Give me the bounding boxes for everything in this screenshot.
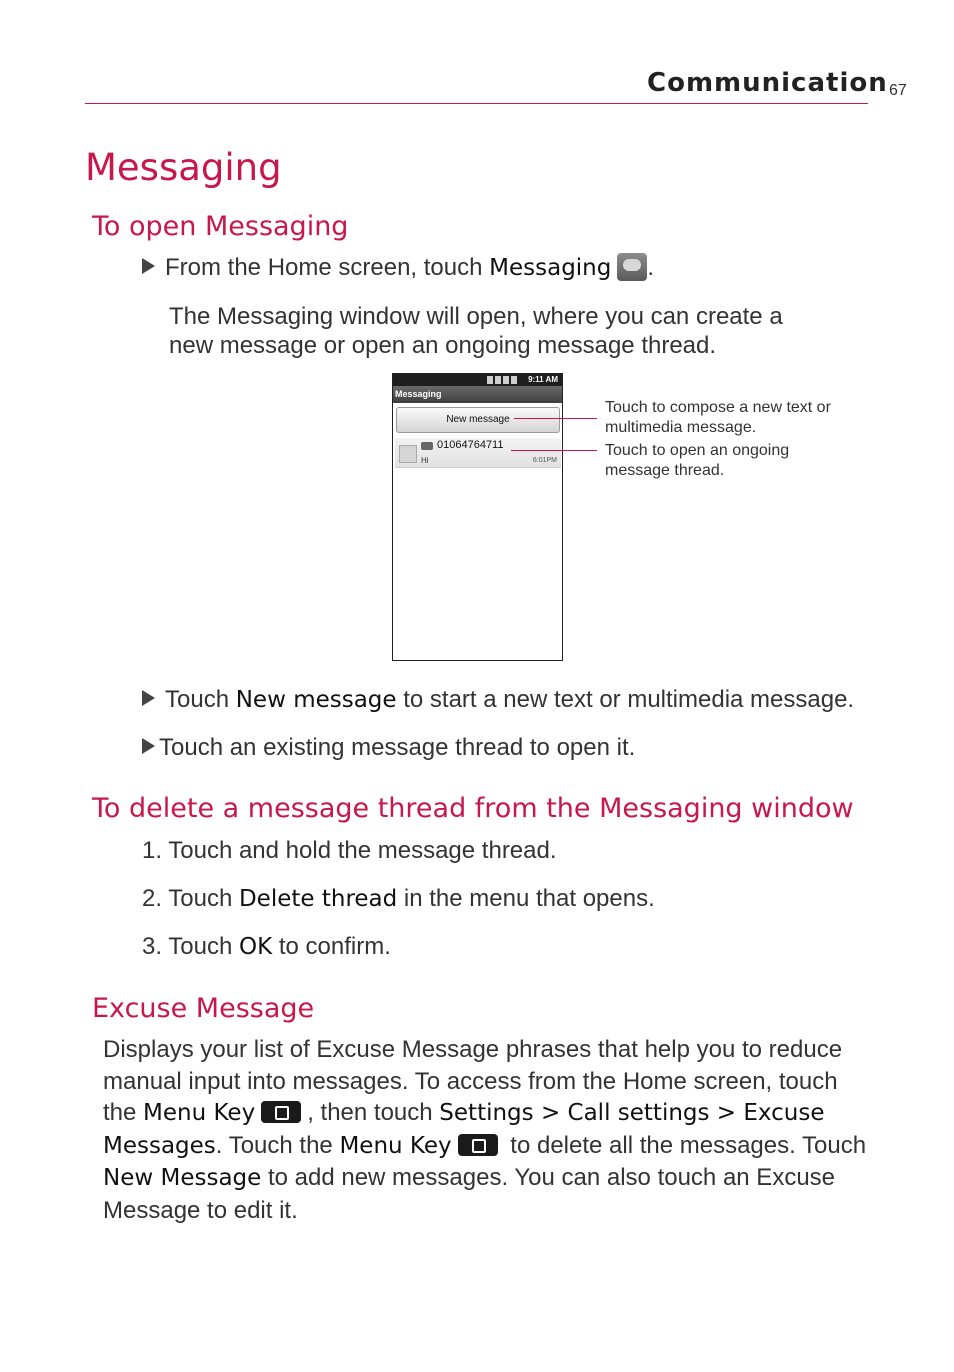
bullet-arrow-icon bbox=[142, 738, 155, 754]
callout-compose-line2: multimedia message. bbox=[605, 419, 757, 436]
message-icon bbox=[421, 442, 433, 450]
message-thread[interactable] bbox=[395, 438, 561, 468]
excuse-paragraph: Displays your list of Excuse Message phrases that help you to reduce manual input into messages. To access from the Home screen, touch the Menu Key , then touch Settings > Call settings > Excuse Messages. Touch the Menu Key to delete all the messages. Touch New Message to add new messages. You can also touch an Excuse Message to edit it. bbox=[103, 1036, 867, 1224]
new-message-term: New Message bbox=[103, 1165, 262, 1191]
status-icons bbox=[485, 376, 519, 384]
header-rule bbox=[85, 103, 868, 104]
bullet-new-message: Touch New message to start a new text or multimedia message. bbox=[142, 685, 854, 715]
status-bar bbox=[393, 374, 562, 386]
menu-key-icon bbox=[261, 1101, 301, 1123]
callout-compose bbox=[605, 398, 831, 438]
bullet-existing-thread: Touch an existing message thread to open it. bbox=[142, 733, 635, 763]
new-message-term: New message bbox=[235, 687, 397, 713]
open-description-line1: The Messaging window will open, where you can create a bbox=[169, 303, 783, 330]
open-step-bold: Messaging bbox=[489, 255, 612, 281]
delete-step-1: 1. Touch and hold the message thread. bbox=[142, 837, 557, 864]
thread-preview: Hi bbox=[421, 456, 429, 465]
settings-path-term: Settings > Call settings > Excuse Messages bbox=[103, 1100, 825, 1159]
delete-step-3: 3. Touch OK to confirm. bbox=[142, 933, 391, 960]
bullet-arrow-icon bbox=[142, 690, 155, 706]
phone-screenshot bbox=[392, 373, 563, 661]
contact-avatar-icon bbox=[399, 445, 417, 463]
thread-number: 01064764711 bbox=[437, 439, 504, 451]
callout-compose-line1: Touch to compose a new text or bbox=[605, 399, 831, 416]
messaging-app-icon bbox=[617, 253, 647, 281]
heading-excuse-message: Excuse Message bbox=[92, 993, 315, 1024]
page-title: Messaging bbox=[85, 146, 282, 189]
open-step bbox=[142, 253, 654, 283]
section-label: Communication bbox=[647, 68, 888, 98]
menu-key-term: Menu Key bbox=[339, 1132, 452, 1159]
menu-key-icon bbox=[458, 1134, 498, 1156]
delete-step-2: 2. Touch Delete thread in the menu that opens. bbox=[142, 885, 655, 912]
open-description-line2: new message or open an ongoing message thread. bbox=[169, 332, 717, 359]
menu-key-term: Menu Key bbox=[143, 1100, 256, 1126]
open-step-prefix: From the Home screen, touch bbox=[165, 254, 490, 281]
new-message-button[interactable]: New message bbox=[396, 407, 560, 433]
callout-thread bbox=[605, 441, 789, 481]
bullet-arrow-icon bbox=[142, 258, 155, 274]
open-step-suffix: . bbox=[647, 254, 655, 281]
thread-time: 6:01PM bbox=[532, 457, 557, 464]
page-number: 67 bbox=[889, 82, 907, 99]
callout-line-thread bbox=[511, 450, 597, 451]
callout-thread-line2: message thread. bbox=[605, 462, 725, 479]
app-title-bar: Messaging bbox=[393, 386, 562, 403]
callout-line-compose bbox=[514, 418, 597, 419]
status-time: 9:11 AM bbox=[528, 375, 558, 384]
heading-delete-thread: To delete a message thread from the Messaging window bbox=[92, 793, 854, 824]
heading-open-messaging: To open Messaging bbox=[92, 211, 349, 242]
ok-term: OK bbox=[238, 934, 273, 960]
delete-thread-term: Delete thread bbox=[238, 886, 398, 912]
callout-thread-line1: Touch to open an ongoing bbox=[605, 442, 790, 459]
